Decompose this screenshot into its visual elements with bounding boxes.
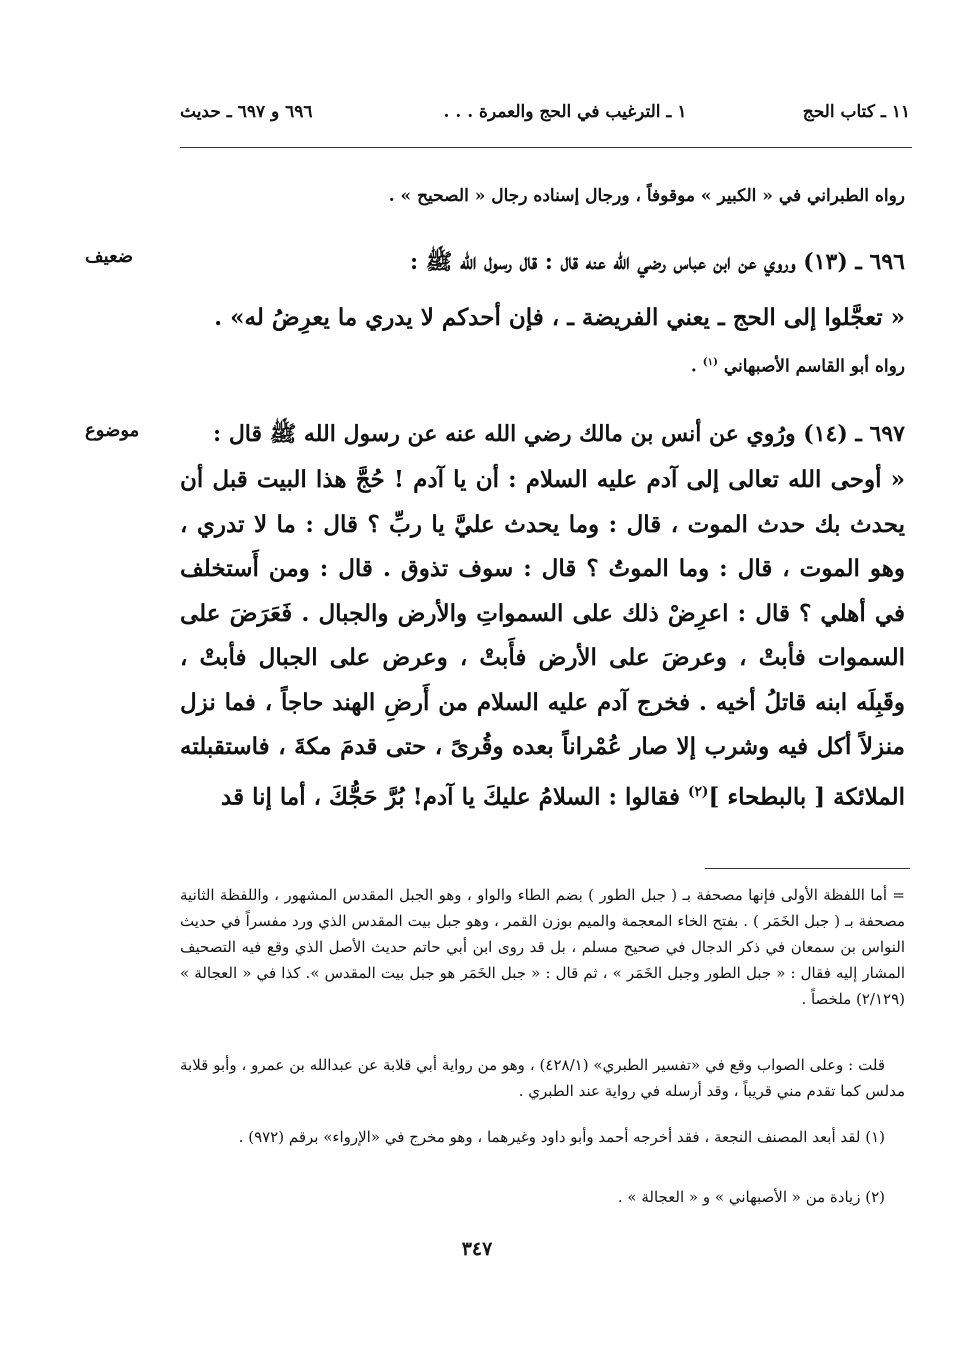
hadith-696-source	[180, 356, 905, 377]
footnote-marker-2: (٢)	[687, 783, 709, 800]
running-header	[180, 100, 910, 136]
footnote-1: (١) لقد أبعد المصنف النجعة ، فقد أخرجه أحمد وأبو داود وغيرهما ، وهو مخرج في «الإرواء» برقم (٩٧٢) .	[238, 1128, 885, 1146]
hadith-697-text-tail: فقالوا : السلامُ عليكَ يا آدم! بُرَّ حَجُّكَ ، أما إنا قد	[221, 783, 688, 811]
hadith-696-source-end: .	[690, 356, 703, 377]
hadith-696-chain: ٦٩٦ ـ (١٣) وروي عن ابن عباس رضي الله عنه قال : قال رسول الله ﷺ :	[410, 249, 905, 275]
footnote-continuation: = أما اللفظة الأولى فإنها مصحفة بـ ( جبل الطور ) بضم الطاء والواو ، وهو الجبل المقدس المشهور ، واللفظة الثانية مصحفة بـ ( جبل الخَمَر ) . بفتح الخاء المعجمة والميم بوزن القمر ، وهو جبل بيت المقدس الذي ورد مفسراً في حديث النواس بن سمعان في ذكر الدجال في صحيح مسلم ، بل قد روى ابن أبي حاتم حديث الأصل الذي وقع فيه التصحيف المشار إليه فقال : « جبل الطور وجبل الخَمَر » ، ثم قال : « جبل الخَمَر هو جبل بيت المقدس ». كذا في « العجالة » (٢/١٢٩) ملخصاً .	[180, 886, 905, 1008]
hadith-697-chain: ٦٩٧ ـ (١٤) ورُوي عن أنس بن مالك رضي الله عنه عن رسول الله ﷺ قال :	[213, 421, 905, 447]
intro-line: رواه الطبراني في « الكبير » موقوفاً ، ورجال إسناده رجال « الصحيح » .	[388, 186, 905, 206]
hadith-696-source-text: رواه أبو القاسم الأصبهاني	[723, 356, 905, 377]
hadith-696-text: « تعجَّلوا إلى الحج ـ يعني الفريضة ـ ، فإن أحدكم لا يدري ما يعرِضُ له» .	[214, 304, 905, 331]
footnote-2: (٢) زيادة من « الأصبهاني » و « العجالة » .	[617, 1188, 885, 1206]
header-chapter-title: ١ ـ الترغيب في الحج والعمرة . . .	[443, 102, 687, 122]
footnote-marker-1: (١)	[702, 356, 718, 368]
hadith-697-grade: موضوع	[85, 420, 140, 441]
hadith-696-grade: ضعيف	[85, 246, 134, 267]
page-number: ٣٤٧	[461, 1238, 493, 1260]
hadith-697-text	[180, 458, 905, 858]
header-book-title: ١١ ـ كتاب الحج	[802, 102, 910, 122]
header-hadith-range: ٦٩٦ و ٦٩٧ ـ حديث	[180, 102, 313, 122]
hadith-697-text-main: « أوحى الله تعالى إلى آدم عليه السلام : أن يا آدم ! حُجَّ هذا البيت قبل أن يحدث بك حدث الموت ، قال : وما يحدث عليَّ يا ربِّ ؟ قال : ما لا تدري ، وهو الموت ، قال : وما الموتُ ؟ قال : سوف تذوق . قال : ومن أَستخلف في أهلي ؟ قال : اعرِضْ ذلك على السمواتِ والأرض والجبال . فَعَرَضَ على السموات فأبتْ ، وعرضَ على الأرض فأَبتْ ، وعرض على الجبال فأبتْ ، وقَبِلَه ابنه قاتلُ أخيه . فخرج آدم عليه السلام من أَرضِ الهند حاجاً ، فما نزل منزلاً أكل فيه وشرب إلا صار عُمْراناً بعده وقُرىً ، حتى قدمَ مكةَ ، فاستقبلته الملائكة [ بالبطحاء ]	[180, 466, 905, 811]
header-rule	[180, 147, 912, 148]
footnote-rule	[705, 868, 910, 869]
footnote-note: قلت : وعلى الصواب وقع في «تفسير الطبري» (٤٢٨/١) ، وهو من رواية أبي قلابة عن عبدالله بن عمرو ، وأبو قلابة مدلس كما تقدم مني قريباً ، وقد أرسله في رواية عند الطبري .	[180, 1056, 905, 1100]
